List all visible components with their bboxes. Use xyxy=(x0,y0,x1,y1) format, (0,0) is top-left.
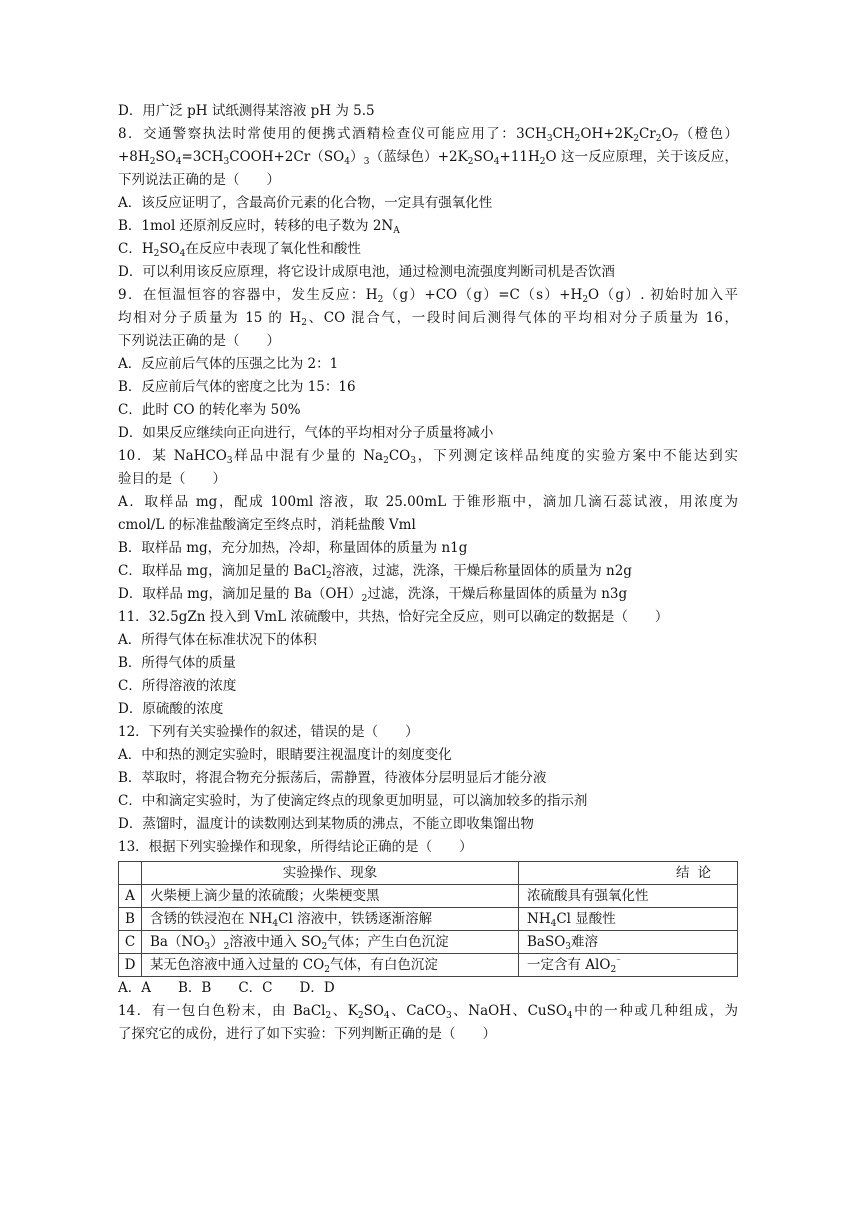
formula-index: 4 xyxy=(550,919,557,929)
formula-index: 3 xyxy=(204,942,211,952)
q13-table xyxy=(118,861,738,977)
formula-index: 7 xyxy=(672,134,679,144)
text-run: O（g）. 初始时加入平 xyxy=(588,287,738,303)
formula-index: 4 xyxy=(179,249,186,259)
text-run: C．此时 CO 的转化率为 50% xyxy=(118,402,301,418)
q10-option-d xyxy=(118,583,738,606)
text-run: A．所得气体在标准状况下的体积 xyxy=(118,632,317,648)
text-run: =3CH xyxy=(181,149,224,165)
row-key: C xyxy=(119,931,142,954)
q12-option-c xyxy=(118,790,738,813)
formula-index: 2 xyxy=(153,249,160,259)
q7-option-d xyxy=(118,100,738,123)
text-run: B．萃取时，将混合物充分振荡后，需静置，待液体分层明显后才能分液 xyxy=(118,770,547,786)
formula-index: 2 xyxy=(361,594,368,604)
row-operation xyxy=(142,931,519,954)
exam-page xyxy=(118,100,738,1046)
text-run: C．所得溶液的浓度 xyxy=(118,678,237,694)
text-run: A．反应前后气体的压强之比为 2：1 xyxy=(118,356,339,372)
text-run: Cr xyxy=(638,126,656,142)
text-run: 、CaCO xyxy=(389,1003,446,1019)
text-run: D．可以利用该反应原理，将它设计成原电池，通过检测电流强度判断司机是否饮酒 xyxy=(118,264,615,280)
q8-stem-line-3 xyxy=(118,169,738,192)
text-run: 9．在恒温恒容的容器中，发生反应：H xyxy=(118,287,378,303)
table-header-conclusion: 结论 xyxy=(519,862,738,885)
formula-index: 4 xyxy=(493,157,500,167)
text-run: 过滤，洗涤，干燥后称量固体的质量为 n3g xyxy=(367,586,628,602)
text-run: ，下列测定该样品纯度的实验方案中不能达到实 xyxy=(415,448,738,464)
row-key: B xyxy=(119,908,142,931)
text-run: （蓝绿色）+2K xyxy=(369,149,468,165)
formula-index: 3 xyxy=(226,456,233,466)
q10-stem-line-1 xyxy=(118,445,738,468)
text-run: B．所得气体的质量 xyxy=(118,655,236,671)
formula-index: 2 xyxy=(610,965,617,975)
row-key: A xyxy=(119,885,142,908)
formula-index: 4 xyxy=(272,919,279,929)
q9-option-d xyxy=(118,422,738,445)
text-run: A．取样品 mg，配成 100ml 溶液，取 25.00mL 于锥形瓶中，滴加几滴石蕊试液，用浓度为 xyxy=(118,494,738,510)
formula-index: 2 xyxy=(324,965,330,975)
q10-option-b xyxy=(118,537,738,560)
formula-index: 3 xyxy=(223,157,230,167)
table-row xyxy=(119,885,738,908)
q10-stem-line-2 xyxy=(118,468,738,491)
text-run: 、NaOH、CuSO xyxy=(451,1003,567,1019)
text-run: Cl 溶液中，铁锈逐渐溶解 xyxy=(278,911,433,927)
text-run: （橙色） xyxy=(678,126,739,142)
q10-option-a-line-1 xyxy=(118,491,738,514)
formula-index: 2 xyxy=(301,318,307,328)
text-run: 溶液中通入 SO xyxy=(229,934,322,950)
table-row xyxy=(119,908,738,931)
text-run: 下列说法正确的是（ ） xyxy=(118,172,280,188)
text-run: D．原硫酸的浓度 xyxy=(118,701,224,717)
text-run: 气体，有白色沉淀 xyxy=(329,957,438,973)
text-run: 一定含有 AlO xyxy=(527,957,611,973)
table-row xyxy=(119,931,738,954)
q9-option-c xyxy=(118,399,738,422)
formula-index: 4 xyxy=(383,1011,390,1021)
q11-option-d xyxy=(118,698,738,721)
formula-index: 3 xyxy=(546,134,553,144)
text-run: 均相对分子质量为 15 的 H xyxy=(118,310,302,326)
formula-index: 2 xyxy=(149,157,156,167)
text-run: cmol/L 的标准盐酸滴定至终点时，消耗盐酸 Vml xyxy=(118,517,416,533)
text-run: 12．下列有关实验操作的叙述，错误的是（ ） xyxy=(118,724,419,740)
text-run: BaSO xyxy=(527,934,566,950)
text-run: Cl 显酸性 xyxy=(556,911,616,927)
text-run: 难溶 xyxy=(571,934,599,950)
table-header-row xyxy=(119,862,738,885)
row-operation: 火柴梗上滴少量的浓硫酸；火柴梗变黑 xyxy=(142,885,519,908)
formula-index: 2 xyxy=(325,1011,332,1021)
formula-index: 4 xyxy=(344,157,350,167)
text-run: 8．交通警察执法时常使用的便携式酒精检查仪可能应用了：3CH xyxy=(118,126,547,142)
text-run: D．用广泛 pH 试纸测得某溶液 pH 为 5.5 xyxy=(118,103,375,119)
text-run: OH+2K xyxy=(580,126,634,142)
text-run: SO xyxy=(473,149,494,165)
formula-index: 2 xyxy=(321,942,328,952)
q9-option-a xyxy=(118,353,738,376)
formula-index: 3 xyxy=(363,157,370,167)
row-operation xyxy=(142,954,519,977)
row-operation xyxy=(142,908,519,931)
text-run: O 这一反应原理，关于该反应， xyxy=(545,149,739,165)
text-run: 14．有一包白色粉末，由 BaCl xyxy=(118,1003,326,1019)
q8-option-b xyxy=(118,215,738,238)
q11-option-a xyxy=(118,629,738,652)
text-run: Ba（NO xyxy=(150,934,205,950)
text-run: C．取样品 mg，滴加足量的 BaCl xyxy=(118,563,326,579)
q8-option-c xyxy=(118,238,738,261)
q14-stem-line-2 xyxy=(118,1023,738,1046)
text-run: （g）+CO（g）=C（s）+H xyxy=(383,287,583,303)
text-run: B．1mol 还原剂反应时，转移的电子数为 2N xyxy=(118,218,394,234)
text-run: SO xyxy=(363,1003,384,1019)
formula-index: 2 xyxy=(582,295,589,305)
text-run: 13．根据下列实验操作和现象，所得结论正确的是（ ） xyxy=(118,839,473,855)
formula-index: 4 xyxy=(566,1011,573,1021)
text-run: 气体；产生白色沉淀 xyxy=(327,934,449,950)
text-run: CH xyxy=(552,126,575,142)
text-run: 含锈的铁浸泡在 NH xyxy=(150,911,273,927)
text-run: 、K xyxy=(331,1003,358,1019)
text-run: D．蒸馏时，温度计的读数刚达到某物质的沸点，不能立即收集馏出物 xyxy=(118,816,534,832)
formula-index: 2 xyxy=(377,295,384,305)
q9-stem-line-3 xyxy=(118,330,738,353)
text-run: 溶液，过滤，洗涤，干燥后称量固体的质量为 n2g xyxy=(331,563,632,579)
q11-option-b xyxy=(118,652,738,675)
formula-index: 2 xyxy=(357,1011,364,1021)
q8-option-a xyxy=(118,192,738,215)
row-conclusion xyxy=(519,908,738,931)
text-run: O xyxy=(661,126,673,142)
text-run: 在反应中表现了氧化性和酸性 xyxy=(185,241,361,257)
text-run: ） xyxy=(210,934,224,950)
formula-index: 2 xyxy=(574,134,581,144)
q11-stem xyxy=(118,606,738,629)
text-run: SO xyxy=(159,241,180,257)
formula-index: 2 xyxy=(325,571,332,581)
text-run: 10．某 NaHCO xyxy=(118,448,227,464)
text-run: 某无色溶液中通入过量的 CO xyxy=(150,957,325,973)
text-run: 中的一种或几种组成，为 xyxy=(572,1003,738,1019)
formula-index: ⁻ xyxy=(616,957,621,967)
text-run: A．A B．B C．C D．D xyxy=(118,980,335,996)
formula-index: 4 xyxy=(175,157,182,167)
text-run: D．取样品 mg，滴加足量的 Ba（OH） xyxy=(118,586,362,602)
text-run: A．中和热的测定实验时，眼睛要注视温度计的刻度变化 xyxy=(118,747,452,763)
formula-index: A xyxy=(393,226,400,236)
q9-stem-line-1 xyxy=(118,284,738,307)
formula-index: 2 xyxy=(383,456,389,466)
text-run: +11H xyxy=(499,149,540,165)
formula-index: 2 xyxy=(655,134,662,144)
formula-index: 3 xyxy=(410,456,416,466)
text-run: SO xyxy=(155,149,176,165)
text-run: NH xyxy=(527,911,551,927)
q12-option-a xyxy=(118,744,738,767)
text-run: ） xyxy=(349,149,364,165)
text-run: +8H xyxy=(118,149,150,165)
row-key: D xyxy=(119,954,142,977)
text-run: 11．32.5gZn 投入到 VmL 浓硫酸中，共热，恰好完全反应，则可以确定的数据是（ ） xyxy=(118,609,669,625)
table-header-operation: 实验操作、现象 xyxy=(142,862,519,885)
text-run: 样品中混有少量的 Na xyxy=(232,448,384,464)
formula-index: 2 xyxy=(223,942,230,952)
q10-option-c xyxy=(118,560,738,583)
text-run: B．反应前后气体的密度之比为 15：16 xyxy=(118,379,356,395)
formula-index: 2 xyxy=(539,157,546,167)
formula-index: 2 xyxy=(633,134,639,144)
formula-index: 2 xyxy=(467,157,474,167)
row-conclusion: 浓硫酸具有强氧化性 xyxy=(519,885,738,908)
q12-option-d xyxy=(118,813,738,836)
q12-stem xyxy=(118,721,738,744)
q9-option-b xyxy=(118,376,738,399)
row-conclusion xyxy=(519,931,738,954)
table-row xyxy=(119,954,738,977)
q12-option-b xyxy=(118,767,738,790)
q8-stem-line-1 xyxy=(118,123,738,146)
q13-stem xyxy=(118,836,738,859)
text-run: 下列说法正确的是（ ） xyxy=(118,333,280,349)
text-run: COOH+2Cr xyxy=(229,149,311,165)
q9-stem-line-2 xyxy=(118,307,738,330)
q8-stem-line-2 xyxy=(118,146,738,169)
text-run: 、CO 混合气，一段时间后测得气体的平均相对分子质量为 16， xyxy=(306,310,738,326)
q11-option-c xyxy=(118,675,738,698)
q10-option-a-line-2 xyxy=(118,514,738,537)
text-run: B．取样品 mg，充分加热，冷却，称量固体的质量为 n1g xyxy=(118,540,468,556)
text-run: 了探究它的成份，进行了如下实验：下列判断正确的是（ ） xyxy=(118,1026,496,1042)
text-run: C．H xyxy=(118,241,154,257)
table-cell xyxy=(119,862,142,885)
formula-index: 3 xyxy=(446,1011,452,1021)
q14-stem-line-1 xyxy=(118,1000,738,1023)
formula-index: 3 xyxy=(565,942,572,952)
text-run: 验目的是（ ） xyxy=(118,471,226,487)
q8-option-d xyxy=(118,261,738,284)
row-conclusion xyxy=(519,954,738,977)
text-run: A．该反应证明了，含最高价元素的化合物，一定具有强氧化性 xyxy=(118,195,493,211)
text-run: C．中和滴定实验时，为了使滴定终点的现象更加明显，可以滴加较多的指示剂 xyxy=(118,793,588,809)
text-run: （SO xyxy=(310,149,345,165)
text-run: CO xyxy=(388,448,411,464)
q13-options xyxy=(118,977,738,1000)
text-run: D．如果反应继续向正向进行，气体的平均相对分子质量将减小 xyxy=(118,425,494,441)
